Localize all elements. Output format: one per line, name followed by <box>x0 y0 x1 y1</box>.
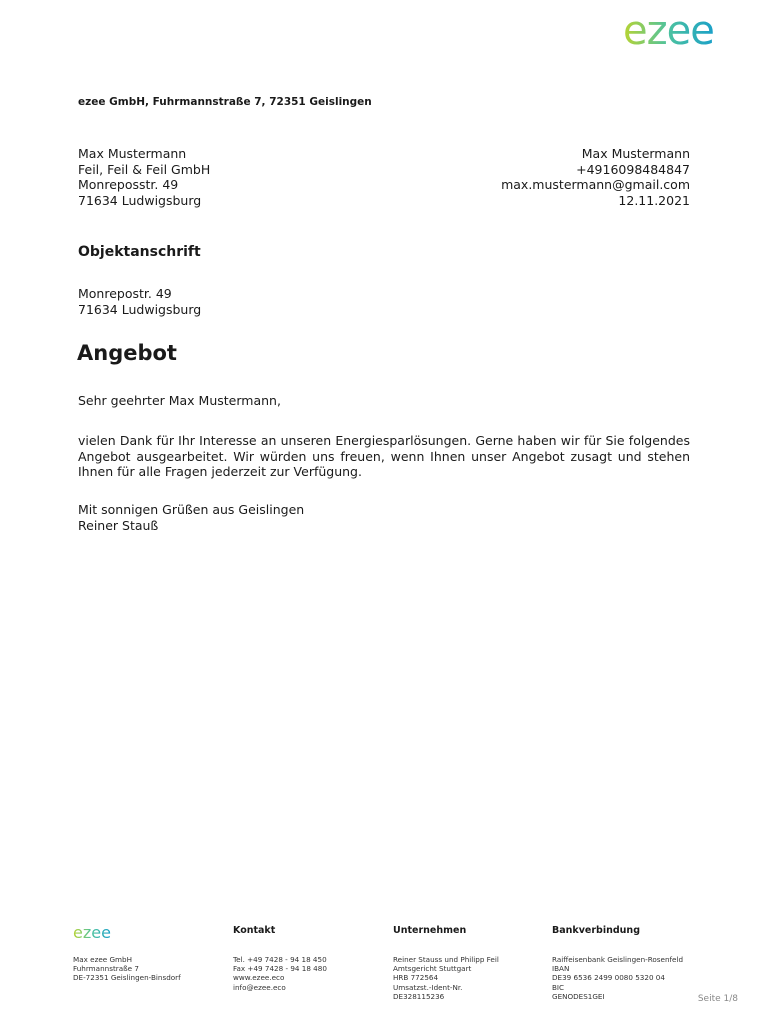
footer-company-line: Fuhrmannstraße 7 <box>73 964 139 974</box>
object-city: 71634 Ludwigsburg <box>78 301 202 317</box>
footer-company-line: Reiner Stauss und Philipp Feil <box>393 955 499 964</box>
logo-text: ezee <box>623 14 714 50</box>
page-number: Seite 1/8 <box>697 994 738 1004</box>
footer-bank-line: DE39 6536 2499 0080 5320 04 <box>552 973 665 983</box>
object-address-heading: Objektanschrift <box>78 244 201 260</box>
document-title: Angebot <box>77 341 177 365</box>
object-street: Monrepostr. 49 <box>78 286 172 301</box>
footer-email: info@ezee.eco <box>233 982 286 992</box>
footer-bank-line: IBAN <box>552 964 570 974</box>
footer-company <box>73 924 181 983</box>
document-date: 12.11.2021 <box>618 192 690 208</box>
footer-kontakt <box>233 924 327 992</box>
footer-kontakt-heading: Kontakt <box>233 925 276 936</box>
recipient-name: Max Mustermann <box>78 146 187 161</box>
footer-company-line: DE-72351 Geislingen-Binsdorf <box>73 973 181 983</box>
footer-bank-heading: Bankverbindung <box>552 925 641 936</box>
contact-name: Max Mustermann <box>581 146 690 161</box>
footer-fax: Fax +49 7428 - 94 18 480 <box>233 964 327 974</box>
footer-bank <box>552 924 683 1001</box>
contact-email: max.mustermann@gmail.com <box>501 177 690 192</box>
signature-name: Reiner Stauß <box>78 517 159 533</box>
footer-bank-line: BIC <box>552 982 565 992</box>
closing <box>78 502 690 533</box>
recipient-city: 71634 Ludwigsburg <box>78 192 202 208</box>
contact-block <box>501 146 690 208</box>
footer-logo-text: ezee <box>73 925 111 941</box>
footer-company-line: Umsatzst.-Ident-Nr. <box>393 982 463 992</box>
footer-bank-line: GENODES1GEI <box>552 991 605 1001</box>
object-address <box>78 286 201 317</box>
footer-company-line: Amtsgericht Stuttgart <box>393 964 472 974</box>
footer-company-line: HRB 772564 <box>393 973 439 983</box>
recipient-street: Monreposstr. 49 <box>78 177 179 192</box>
body-paragraph: vielen Dank für Ihr Interesse an unseren Energiesparlösungen. Gerne haben wir für Sie folgendes Angebot ausgearbeitet. Wir würden uns freuen, wenn Ihnen unser Angebot zusagt und stehen Ihnen für alle Fragen jederzeit zur Verfügung. <box>78 433 690 479</box>
footer-company-line: DE328115236 <box>393 991 445 1001</box>
ezee-logo <box>623 14 729 50</box>
footer-company-line: Max ezee GmbH <box>73 955 133 964</box>
contact-phone: +4916098484847 <box>576 161 690 177</box>
footer-phone: Tel. +49 7428 - 94 18 450 <box>233 955 327 964</box>
footer-unternehmen <box>393 924 499 1001</box>
footer-website: www.ezee.eco <box>233 973 285 983</box>
closing-phrase: Mit sonnigen Grüßen aus Geislingen <box>78 502 305 517</box>
sender-line: ezee GmbH, Fuhrmannstraße 7, 72351 Geislingen <box>78 96 372 108</box>
footer-unternehmen-heading: Unternehmen <box>393 925 467 936</box>
recipient-company: Feil, Feil & Feil GmbH <box>78 161 211 177</box>
recipient-address <box>78 146 210 208</box>
greeting: Sehr geehrter Max Mustermann, <box>78 393 281 408</box>
footer-bank-line: Raiffeisenbank Geislingen-Rosenfeld <box>552 955 684 964</box>
